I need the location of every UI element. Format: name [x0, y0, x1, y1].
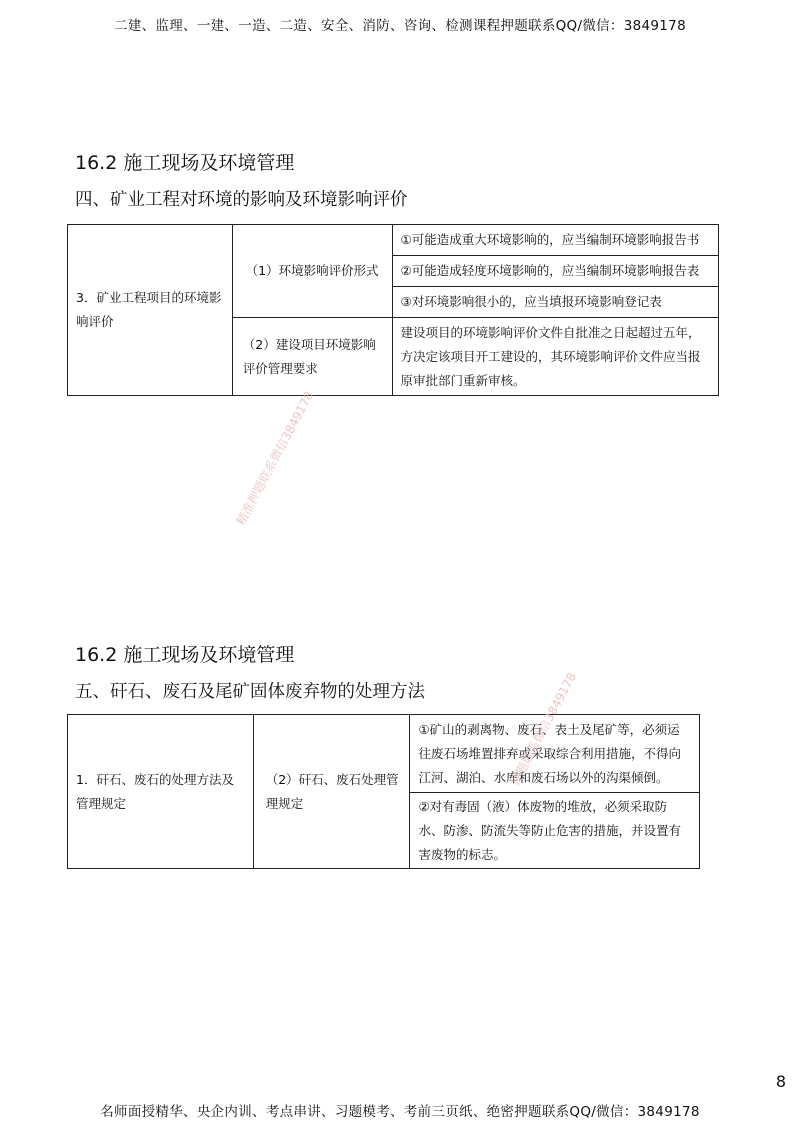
page-number: 8: [775, 1072, 786, 1091]
section2-title: 16.2 施工现场及环境管理: [75, 644, 295, 666]
section1-title: 16.2 施工现场及环境管理: [75, 152, 295, 174]
page-header: 二建、监理、一建、一造、二造、安全、消防、咨询、检测课程押题联系QQ/微信：3849178: [114, 18, 686, 34]
table2-label: （2）矸石、废石处理管理规定: [253, 715, 410, 869]
table2-item-2: ②对有毒固（液）体废物的堆放，必须采取防水、防渗、防流失等防止危害的措施，并设置有害废物的标志。: [410, 793, 700, 869]
section1-subtitle: 四、矿业工程对环境的影响及环境影响评价: [75, 190, 408, 210]
watermark: 精准押题联系微信3849178: [233, 388, 317, 528]
table2-category: 1．矸石、废石的处理方法及管理规定: [68, 715, 254, 869]
section2-subtitle: 五、矸石、废石及尾矿固体废弃物的处理方法: [75, 682, 425, 702]
page-footer: 名师面授精华、央企内训、考点串讲、习题模考、考前三页纸、绝密押题联系QQ/微信：3849178: [100, 1104, 700, 1120]
table1-item-2: ②可能造成轻度环境影响的，应当编制环境影响报告表: [392, 256, 718, 287]
table1-row2-content: 建设项目的环境影响评价文件自批准之日起超过五年，方决定该项目开工建设的，其环境影响评价文件应当报原审批部门重新审核。: [392, 318, 718, 396]
table1-category: 3．矿业工程项目的环境影响评价: [68, 225, 233, 396]
watermark: 押题联系微信3849178: [507, 670, 580, 788]
section1-table: [67, 224, 719, 396]
table1-item-3: ③对环境影响很小的，应当填报环境影响登记表: [392, 287, 718, 318]
table1-row2-label: （2）建设项目环境影响评价管理要求: [232, 318, 392, 396]
table1-row1-label: （1）环境影响评价形式: [232, 225, 392, 318]
table2-item-1: ①矿山的剥离物、废石、表土及尾矿等，必须运往废石场堆置排弃或采取综合利用措施，不得向江河、湖泊、水库和废石场以外的沟渠倾倒。: [410, 715, 700, 793]
table1-item-1: ①可能造成重大环境影响的，应当编制环境影响报告书: [392, 225, 718, 256]
section2-table: [67, 714, 700, 869]
